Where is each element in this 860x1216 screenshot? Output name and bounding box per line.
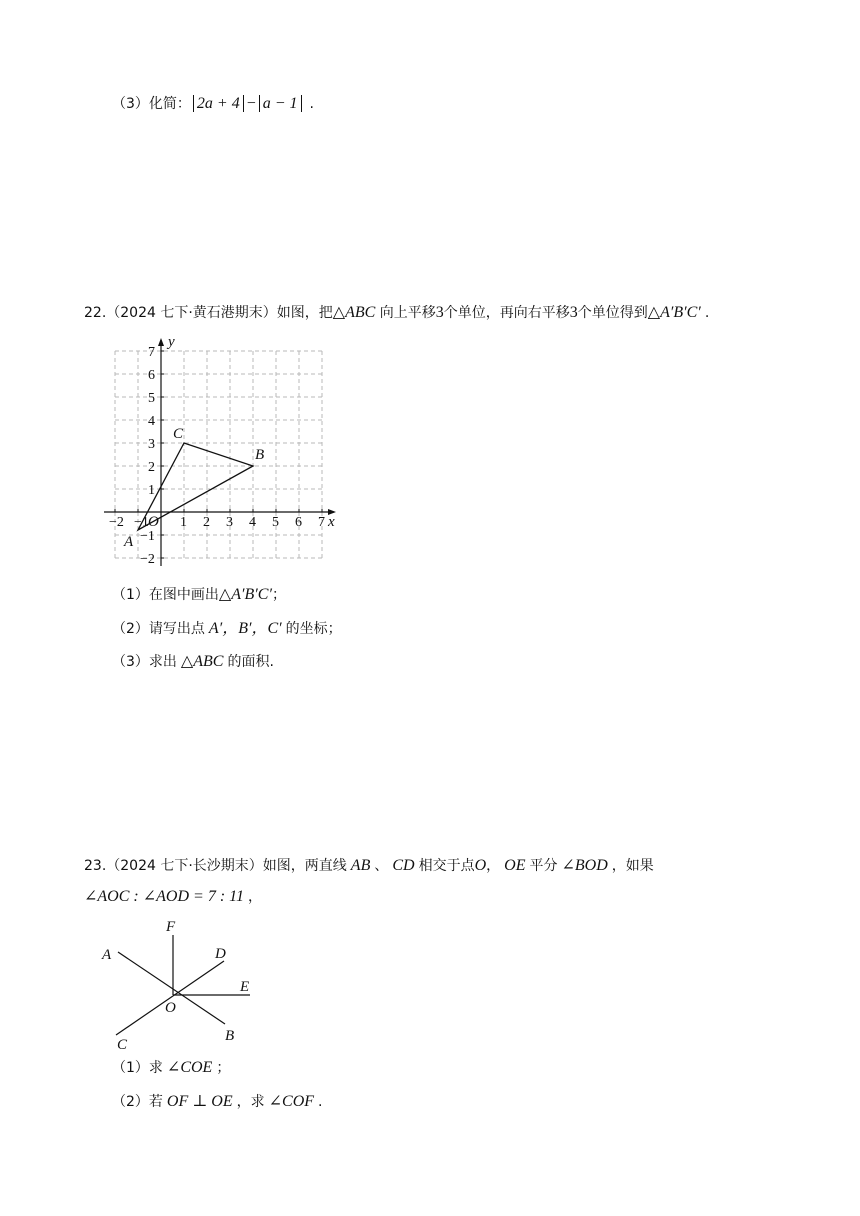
q23-part2-suffix: . (318, 1094, 323, 1110)
label-d: D (215, 946, 226, 962)
q23-part1-math: ∠COE (166, 1059, 213, 1076)
y-tick-label: 1 (148, 483, 155, 498)
y-tick-label: −2 (140, 552, 155, 567)
line-cd-shape (116, 961, 224, 1035)
q23-part2-prefix: （2）若 (112, 1094, 163, 1110)
y-tick-label: 2 (148, 460, 155, 475)
q23-stem-mid1: 相交于点 (418, 858, 475, 874)
x-tick-label: −1 (134, 515, 149, 530)
shift-up-count: 3 (435, 304, 444, 321)
q23-part2-mid: ，求 (236, 1094, 265, 1110)
y-axis-label: y (168, 334, 175, 350)
x-tick-label: −2 (109, 515, 124, 530)
label-c: C (117, 1037, 128, 1053)
q22-part2-math: A′，B′，C′ (208, 620, 282, 637)
q22-part2-prefix: （2）请写出点 (112, 621, 205, 637)
q23-part1-prefix: （1）求 (112, 1060, 163, 1076)
q23-part2-math2: ∠COF (268, 1093, 315, 1110)
x-tick-label: 4 (249, 515, 256, 530)
q23-part1-suffix: ； (216, 1060, 231, 1076)
label-e: E (240, 979, 250, 995)
triangle-abc: △ABC (332, 304, 376, 321)
label-b: B (225, 1028, 235, 1044)
y-tick-label: 7 (148, 345, 155, 360)
q23-part2 (112, 1092, 322, 1112)
triangle-a-prime: △A′B′C′ (647, 304, 701, 321)
ray-oe: OE (504, 857, 526, 874)
x-tick-label: 2 (203, 515, 210, 530)
q22-stem-prefix: 22.（2024 七下·黄石港期末）如图，把 (84, 305, 333, 321)
y-axis-arrow (158, 338, 164, 346)
label-a: A (102, 947, 112, 963)
line-cd: CD (392, 857, 415, 874)
q22-part3-suffix: 的面积. (227, 654, 274, 670)
q22-part2-suffix: 的坐标； (285, 621, 342, 637)
q22-part1 (112, 585, 286, 605)
coordinate-grid-figure (100, 334, 350, 574)
q23-stem-mid2: ， (486, 858, 501, 874)
q22-part1-prefix: （1）在图中画出 (112, 587, 219, 603)
q21-end: . (309, 96, 314, 112)
q22-part3-prefix: （3）求出 (112, 654, 177, 670)
q23-part2-math: OF ⊥ OE (166, 1093, 233, 1110)
label-o: O (165, 1000, 176, 1016)
q23-ratio-line (84, 887, 262, 907)
q22-part3 (112, 652, 274, 672)
q23-stem (84, 856, 654, 876)
q23-ratio-end: ， (247, 889, 262, 905)
x-tick-label: 5 (272, 515, 279, 530)
x-tick-label: 7 (318, 515, 325, 530)
abs-expr-right: a − 1 (259, 95, 302, 112)
x-tick-label: 3 (226, 515, 233, 530)
q23-stem-mid3: 平分 (529, 858, 558, 874)
angle-bod: ∠BOD (561, 857, 608, 874)
q22-part3-math: △ABC (180, 653, 224, 670)
label-f: F (166, 919, 176, 935)
y-tick-label: 5 (148, 391, 155, 406)
q21-part3 (112, 94, 314, 114)
q22-stem-mid2: 个单位，再向右平移 (443, 305, 570, 321)
point-label-a: A (124, 534, 134, 550)
point-label-c: C (173, 426, 184, 442)
origin-label: O (148, 514, 159, 530)
q21-part3-label: （3）化简： (112, 96, 191, 112)
q22-stem-mid3: 个单位得到 (577, 305, 648, 321)
y-tick-label: 4 (148, 414, 155, 429)
q22-part1-math: △A′B′C′ (218, 586, 272, 603)
q22-stem (84, 303, 709, 323)
shift-right-count: 3 (569, 304, 578, 321)
x-tick-label: 6 (295, 515, 302, 530)
y-tick-label: 6 (148, 368, 155, 383)
abs-expr-left: 2a + 4 (193, 95, 244, 112)
intersecting-lines-figure (95, 915, 275, 1055)
q23-stem-end: ，如果 (611, 858, 654, 874)
y-tick-label: 3 (148, 437, 155, 452)
q22-part1-suffix: ； (271, 587, 286, 603)
minus-sign: − (246, 95, 256, 112)
point-label-b: B (255, 447, 265, 463)
x-axis-label: x (328, 514, 335, 530)
q23-sep: 、 (374, 858, 389, 874)
q22-part2 (112, 619, 342, 639)
angle-ratio: ∠AOC : ∠AOD = 7 : 11 (84, 888, 244, 905)
line-ab: AB (350, 857, 371, 874)
q23-part1 (112, 1058, 230, 1078)
point-o: O (474, 857, 487, 874)
q23-stem-prefix: 23.（2024 七下·长沙期末）如图，两直线 (84, 858, 347, 874)
q22-stem-end: . (704, 305, 710, 321)
q22-stem-mid1: 向上平移 (375, 305, 436, 321)
x-tick-label: 1 (180, 515, 187, 530)
y-tick-label: −1 (140, 529, 155, 544)
